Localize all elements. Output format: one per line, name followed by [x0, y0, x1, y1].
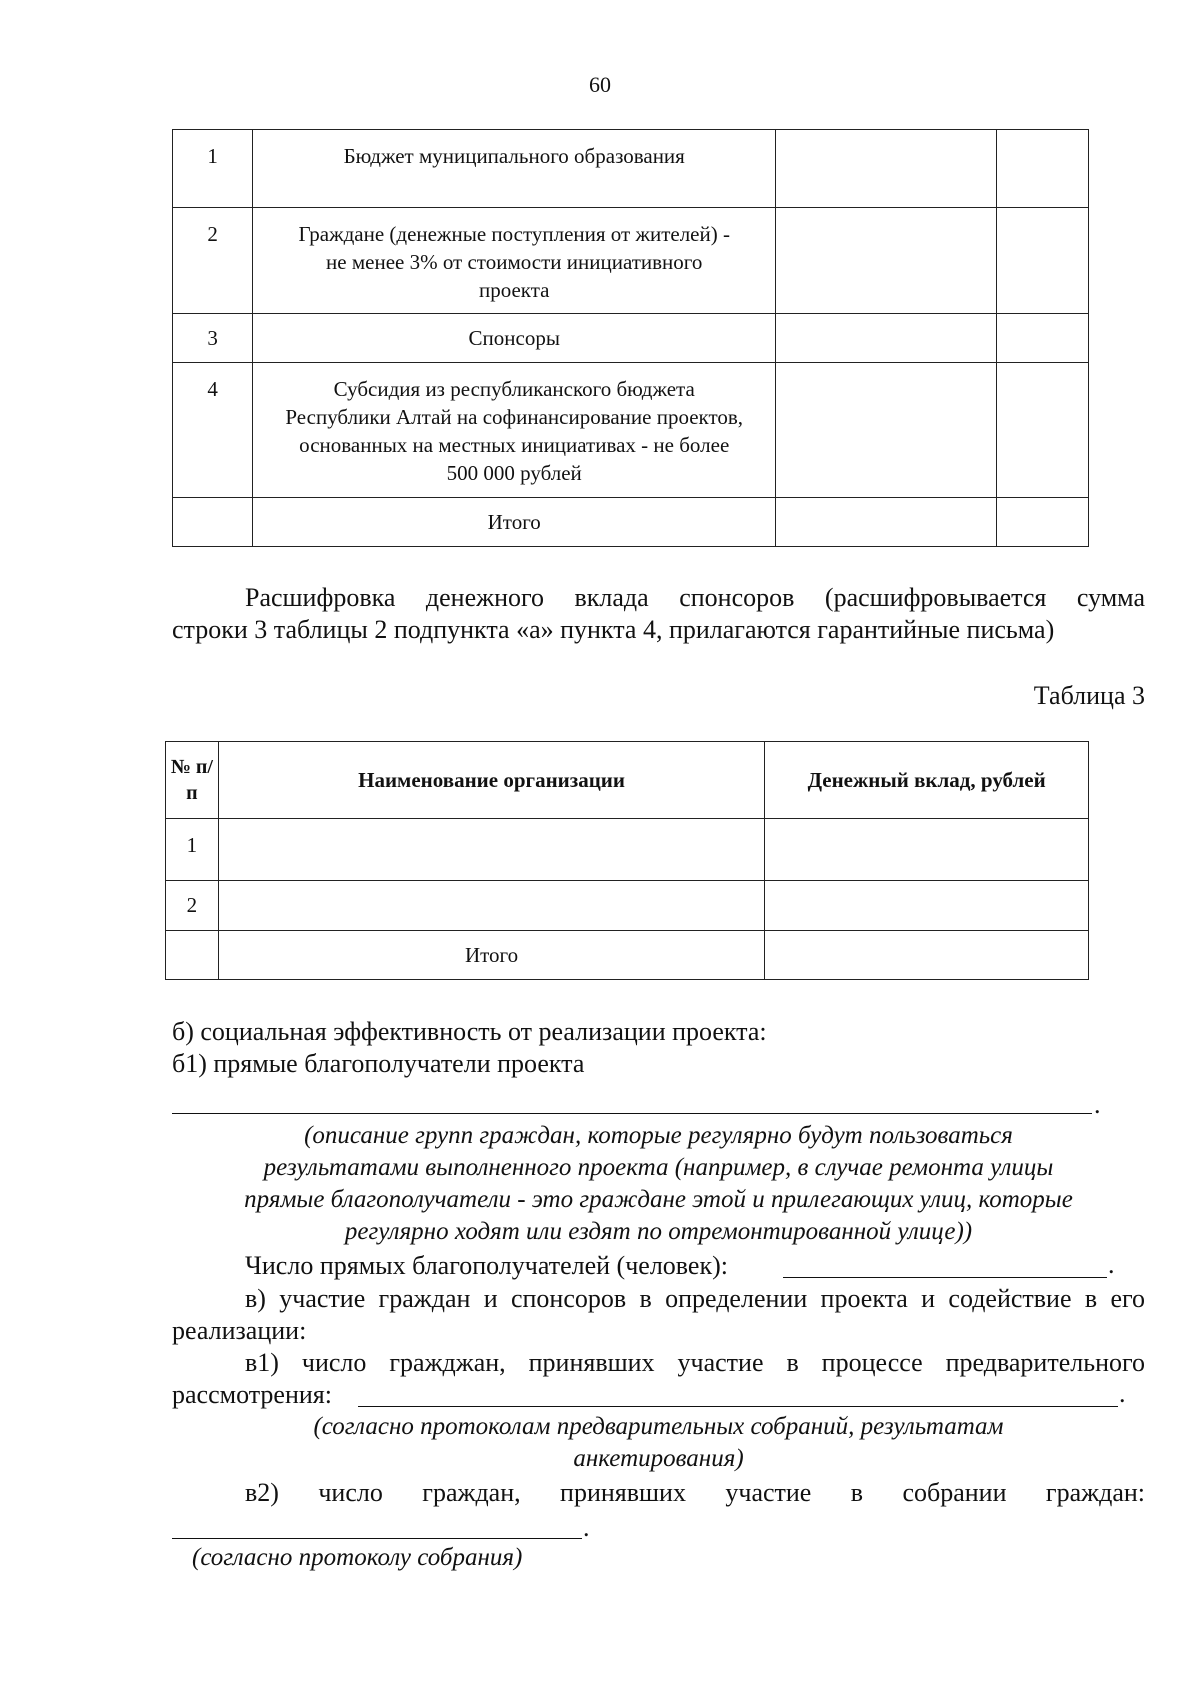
table-row	[166, 881, 1089, 931]
v1-note-line-2: анкетирования)	[573, 1445, 744, 1472]
b1-note-line-1: (описание групп граждан, которые регулярно будут пользоваться	[304, 1122, 1013, 1149]
row-number: 1	[173, 130, 253, 208]
row-number: 4	[173, 363, 253, 498]
contribution-cell	[765, 931, 1089, 980]
count-line-period: .	[1108, 1250, 1115, 1279]
funding-sources-table	[172, 129, 1089, 547]
v1-line-period: .	[1119, 1379, 1126, 1408]
table-row	[166, 819, 1089, 881]
table-row	[173, 314, 1089, 363]
b1-note-line-2: результатами выполненного проекта (например, в случае ремонта улицы	[263, 1154, 1054, 1181]
v2-line-period: .	[583, 1513, 590, 1542]
row-number: 2	[173, 208, 253, 314]
total-label: Итого	[253, 498, 776, 547]
amount-cell	[776, 314, 997, 363]
funding-source: Субсидия из республиканского бюджета Республики Алтай на софинансирование проектов, основанных на местных инициативах - не более 500 000 рублей	[253, 363, 776, 498]
section-b1-label: б1) прямые благополучатели проекта	[172, 1049, 585, 1078]
share-cell	[997, 314, 1089, 363]
row-number	[173, 498, 253, 547]
funding-source: Граждане (денежные поступления от жителей) - не менее 3% от стоимости инициативного проекта	[253, 208, 776, 314]
b1-line-period: .	[1094, 1090, 1101, 1119]
table3-caption: Таблица 3	[1033, 681, 1145, 710]
share-cell	[997, 498, 1089, 547]
amount-cell	[776, 363, 997, 498]
share-cell	[997, 363, 1089, 498]
column-header-contribution: Денежный вклад, рублей	[765, 742, 1089, 819]
column-header-number: № п/п	[166, 742, 219, 819]
v1-answer-line[interactable]	[358, 1406, 1118, 1407]
page-number: 60	[589, 72, 611, 97]
v1-text-line-1: в1) число гражджан, принявших участие в процессе предварительного	[245, 1348, 1145, 1377]
section-b-title: б) социальная эффективность от реализации проекта:	[172, 1017, 767, 1046]
funding-source: Спонсоры	[253, 314, 776, 363]
organization-cell	[218, 819, 765, 881]
v1-note-line-1: (согласно протоколам предварительных собраний, результатам	[313, 1413, 1004, 1440]
row-number: 3	[173, 314, 253, 363]
amount-cell	[776, 130, 997, 208]
share-cell	[997, 130, 1089, 208]
sponsors-text-line-1: Расшифровка денежного вклада спонсоров (расшифровывается сумма	[245, 583, 1145, 612]
table-row	[173, 208, 1089, 314]
v2-text-line-1: в2) число граждан, принявших участие в собрании граждан:	[245, 1478, 1145, 1507]
table-row	[173, 130, 1089, 208]
amount-cell	[776, 208, 997, 314]
v1-text-line-2: рассмотрения:	[172, 1380, 332, 1409]
contribution-cell	[765, 881, 1089, 931]
b1-note-line-4: регулярно ходят или ездят по отремонтированной улице))	[344, 1218, 973, 1245]
table-row-total	[166, 931, 1089, 980]
b1-note-line-3: прямые благополучатели - это граждане этой и прилегающих улиц, которые	[244, 1186, 1073, 1213]
table-row-total	[173, 498, 1089, 547]
beneficiaries-count-line[interactable]	[783, 1277, 1107, 1278]
total-label: Итого	[218, 931, 765, 980]
section-v-title-line-1: в) участие граждан и спонсоров в определении проекта и содействие в его	[245, 1284, 1145, 1313]
b1-answer-line[interactable]	[172, 1113, 1092, 1114]
row-number: 2	[166, 881, 219, 931]
beneficiaries-count-label: Число прямых благополучателей (человек):	[245, 1251, 728, 1280]
v2-note: (согласно протоколу собрания)	[192, 1544, 523, 1571]
row-number	[166, 931, 219, 980]
row-number: 1	[166, 819, 219, 881]
funding-source: Бюджет муниципального образования	[253, 130, 776, 208]
v2-answer-line[interactable]	[172, 1538, 582, 1539]
section-v-title-line-2: реализации:	[172, 1316, 307, 1345]
sponsors-text-line-2: строки 3 таблицы 2 подпункта «а» пункта 4, прилагаются гарантийные письма)	[172, 615, 1055, 644]
sponsors-table	[165, 741, 1089, 980]
table-header-row	[166, 742, 1089, 819]
column-header-organization: Наименование организации	[218, 742, 765, 819]
table-row	[173, 363, 1089, 498]
contribution-cell	[765, 819, 1089, 881]
organization-cell	[218, 881, 765, 931]
share-cell	[997, 208, 1089, 314]
amount-cell	[776, 498, 997, 547]
